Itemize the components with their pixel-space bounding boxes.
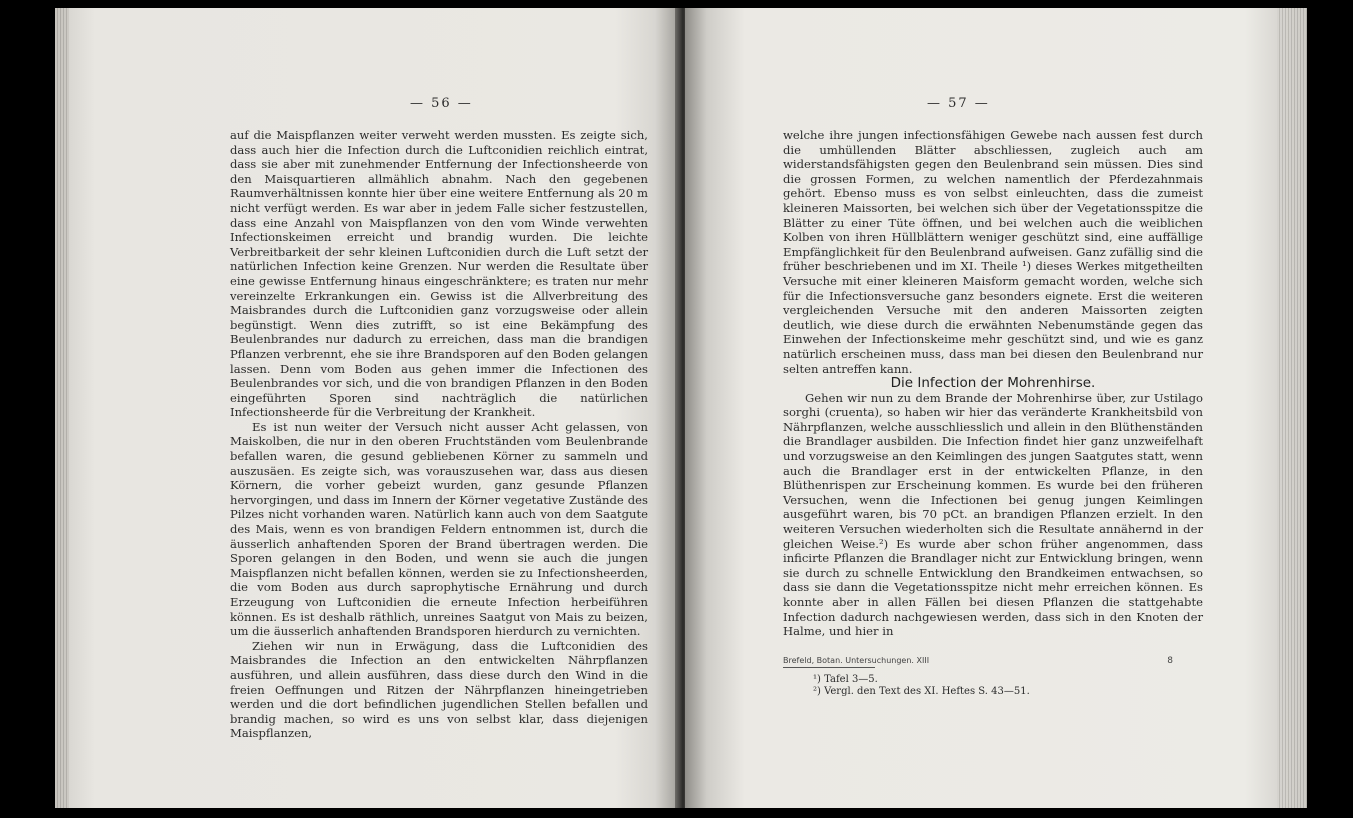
paragraph: Es ist nun weiter der Versuch nicht ausser Acht gelassen, von Maiskolben, die nur in den oberen Fruchtständen vom Beulenbrande befallen waren, die gesund gebliebenen Körner zu sammeln und auszusäen. Es zeigte sich, was vorauszusehen war, dass aus diesen Körnern, die vorher gebeizt wurden, ganz gesunde Pflanzen hervorgingen, und dass im Innern der Körner vegetative Zustände des Pilzes nicht vorhanden waren. Natürlich kann auch von dem Saatgute des Mais, wenn es von brandigen Feldern entnommen ist, durch die äusserlich anhaftenden Sporen der Brand übertragen werden. Die Sporen gelangen in den Boden, und wenn sie auch die jungen Maispflanzen nicht befallen können, werden sie zu Infectionsheerden, die vom Boden aus durch saprophytische Ernährung und durch Erzeugung von Luftconidien die erneute Infection herbeiführen können. Es ist deshalb räthlich, unreines Saatgut von Mais zu beizen, um die äusserlich anhaftenden Brandsporen hierdurch zu vernichten. [230,419,648,639]
open-book [55,8,1307,808]
paragraph: auf die Maispflanzen weiter verweht werden mussten. Es zeigte sich, dass auch hier die Infection durch die Luftconidien reichlich eintrat, dass sie aber mit zunehmender Entfernung der Infectionsheerde von den Maisquartieren allmählich abnahm. Nach den gegebenen Raumverhältnissen konnte hier über eine weitere Entfernung als 20 m nicht verfügt werden. Es war aber in jedem Falle sicher festzustellen, dass eine Anzahl von Maispflanzen von den vom Winde verwehten Infectionskeimen erreicht und brandig wurden. Die leichte Verbreitbarkeit der sehr kleinen Luftconidien durch die Luft setzt der natürlichen Infection keine Grenzen. Nur werden die Resultate über eine gewisse Entfernung hinaus eingeschränktere; es traten nur mehr vereinzelte Erkrankungen ein. Gewiss ist die Allverbreitung des Maisbrandes durch die Luftconidien ganz vorzugsweise oder allein begünstigt. Wenn dies zutrifft, so ist eine Bekämpfung des Beulenbrandes nur dadurch zu erreichen, dass man die brandigen Pflanzen verbrennt, ehe sie ihre Brandsporen auf den Boden gelangen lassen. Denn vom Boden aus gehen immer die Infectionen des Beulenbrandes vor sich, und die von brandigen Pflanzen in den Boden eingeführten Sporen sind nachträglich die natürlichen Infectionsheerde für die Verbreitung der Krankheit. [230,128,648,420]
page-edges-left [55,8,69,808]
left-page [55,8,680,808]
paragraph: Ziehen wir nun in Erwägung, dass die Luftconidien des Maisbrandes die Infection an den entwickelten Nährpflanzen ausführen, und allein ausführen, dass diese durch den Wind in die freien Oeffnungen und Ritzen der Nährpflanzen hineingetrieben werden und die dort befindlichen jugendlichen Stellen befallen und brandig machen, so wird es uns von selbst klar, dass diejenigen Maispflanzen, [230,638,648,741]
footnote: ¹) Tafel 3—5. [813,673,878,685]
page-footer [783,656,1203,665]
page-edges-right [1277,8,1307,808]
page-number-left: — 56 — [410,96,473,111]
footer-signature-text: Brefeld, Botan. Untersuchungen. XIII [783,656,930,665]
signature-mark: 8 [1167,656,1173,666]
paragraph: Gehen wir nun zu dem Brande der Mohrenhirse über, zur Ustilago sorghi (cruenta), so haben wir hier das veränderte Krankheitsbild von Nährpflanzen, welche ausschliesslich und allein in den Blüthenständen die Brandlager ausbilden. Die Infection findet hier ganz unzweifelhaft und vorzugsweise an den Keimlingen des jungen Saatgutes statt, wenn auch die Brandlager erst in der entwickelten Pflanze, in den Blüthenrispen zur Erscheinung kommen. Es wurde bei den früheren Versuchen, wenn die Infectionen bei genug jungen Keimlingen ausgeführt waren, bis 70 pCt. an brandigen Pflanzen erzielt. In den weiteren Versuchen wiederholten sich die Resultate annähernd in der gleichen Weise.²) Es wurde aber schon früher angenommen, dass inficirte Pflanzen die Brandlager nicht zur Entwicklung bringen, wenn sie durch zu schnelle Entwicklung den Brandkeimen entwachsen, so dass sie dann die Vegetationsspitze nicht mehr erreichen können. Es konnte aber in allen Fällen bei diesen Pflanzen die stattgehabte Infection dadurch nachgewiesen werden, dass sich in den Knoten der Halme, und hier in [783,390,1203,639]
page-number-right: — 57 — [927,96,990,111]
footnote-divider [783,667,875,668]
right-page [685,8,1307,808]
section-heading: Die Infection der Mohrenhirse. [890,375,1096,392]
left-page-body [230,128,648,741]
paragraph: welche ihre jungen infectionsfähigen Gewebe nach aussen fest durch die umhüllenden Blätter abschliessen, zugleich auch am widerstandsfähigsten gegen den Beulenbrand sein müssen. Dies sind die grossen Formen, zu welchen namentlich der Pferdezahnmais gehört. Ebenso muss es von selbst einleuchten, dass die zumeist kleineren Maissorten, bei welchen sich über der Vegetationsspitze die Blätter zu einer Tüte öffnen, und bei welchen auch die weiblichen Kolben von ihren Hüllblättern weniger geschützt sind, eine auffällige Empfänglichkeit für den Beulenbrand aufweisen. Ganz zufällig sind die früher beschriebenen und im XI. Theile ¹) dieses Werkes mitgetheilten Versuche mit einer kleineren Maisform gemacht worden, welche sich für die Infectionsversuche ganz besonders eignete. Erst die weiteren vergleichenden Versuche mit den anderen Maissorten zeigten deutlich, wie diese durch die erwähnten Nebenumstände gegen das Einwehen der Infectionskeime mehr geschützt sind, und wie es ganz natürlich erscheinen muss, dass man bei diesen den Beulenbrand nur selten antreffen kann. [783,128,1203,376]
footnote: ²) Vergl. den Text des XI. Heftes S. 43—51. [813,685,1030,697]
right-page-body [783,128,1203,698]
